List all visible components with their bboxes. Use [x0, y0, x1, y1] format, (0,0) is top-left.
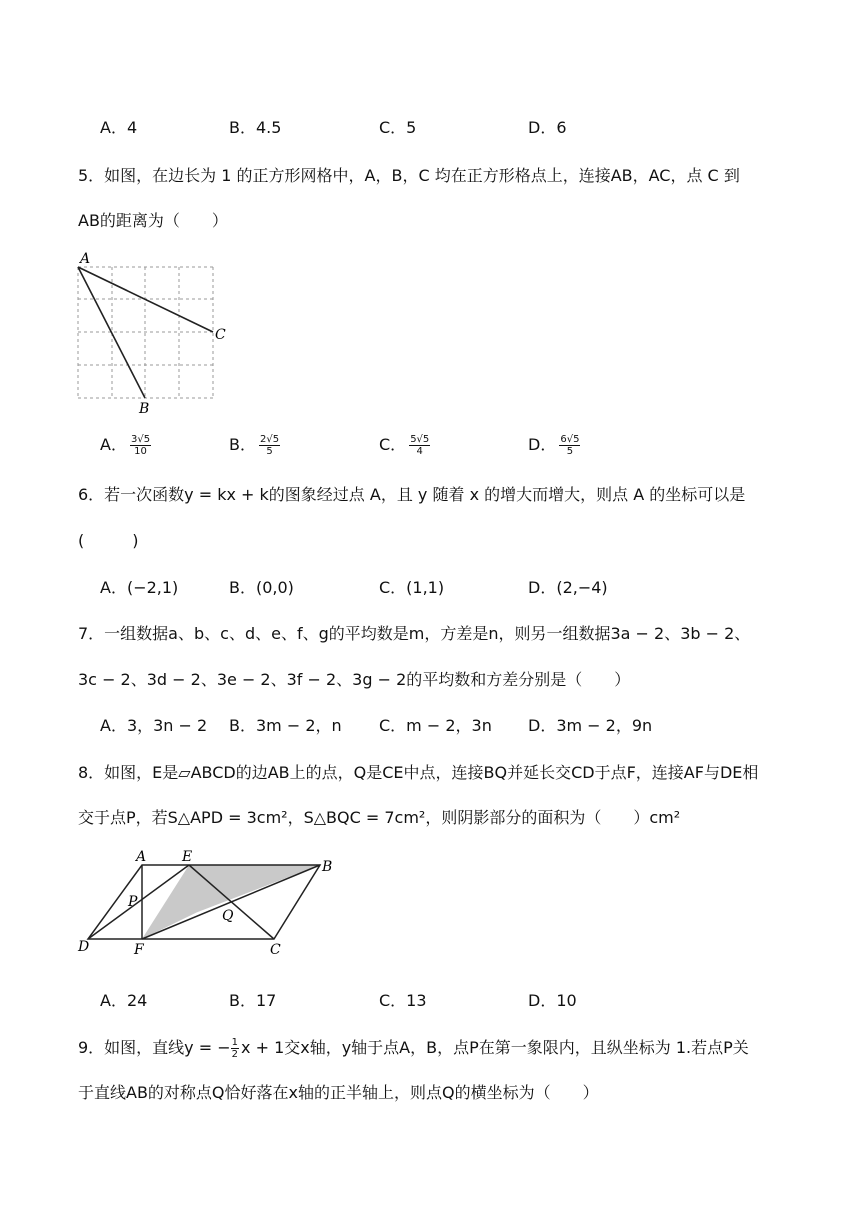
- q6-option-b[interactable]: B．(0,0): [229, 578, 294, 597]
- q8-label-q: Q: [222, 908, 234, 924]
- q4-option-a[interactable]: A．4: [100, 118, 138, 137]
- q7-option-d[interactable]: D．3m − 2，9n: [528, 716, 653, 735]
- q8-parallelogram-figure: [72, 842, 347, 967]
- q8-label-p: P: [128, 894, 138, 910]
- q8-label-f: F: [134, 942, 144, 958]
- q8-option-c[interactable]: C．13: [379, 991, 427, 1010]
- q8-option-b[interactable]: B．17: [229, 991, 277, 1010]
- q8-label-e: E: [182, 849, 193, 865]
- q9-stem-line1: 9．如图，直线y = − $\frac{1}{2}$ x + 1交x轴，y轴于点A，B，点P在第一象限内，且纵坐标为 1.若点P关: [78, 1037, 749, 1060]
- q7-option-c[interactable]: C．m − 2，3n: [379, 716, 492, 735]
- q6-option-c[interactable]: C．(1,1): [379, 578, 445, 597]
- q6-stem-line2: ( ): [78, 531, 139, 550]
- q5-stem-line2: AB的距离为（ ）: [78, 211, 228, 230]
- q8-label-c: C: [270, 942, 281, 958]
- q8-label-d: D: [78, 939, 90, 955]
- q7-option-a[interactable]: A．3，3n − 2: [100, 716, 208, 735]
- q5-option-a[interactable]: A． $\frac{3√5}{10}$: [100, 434, 151, 457]
- q5-option-c[interactable]: C． $\frac{5√5}{4}$: [379, 434, 430, 457]
- q4-option-b[interactable]: B．4.5: [229, 118, 282, 137]
- q5-label-b: B: [139, 401, 150, 417]
- q6-option-a[interactable]: A．(−2,1): [100, 578, 179, 597]
- q5-grid-figure: [70, 248, 240, 418]
- q7-stem-line1: 7．一组数据a、b、c、d、e、f、g的平均数是m，方差是n，则另一组数据3a − 2、3b − 2、: [78, 624, 751, 643]
- q8-option-d[interactable]: D．10: [528, 991, 577, 1010]
- q8-label-a: A: [136, 849, 147, 865]
- q5-stem-line1: 5．如图，在边长为 1 的正方形网格中，A，B，C 均在正方形格点上，连接AB，AC，点 C 到: [78, 166, 740, 185]
- q5-option-d[interactable]: D． $\frac{6√5}{5}$: [528, 434, 580, 457]
- q6-option-d[interactable]: D．(2,−4): [528, 578, 608, 597]
- q4-option-d[interactable]: D．6: [528, 118, 567, 137]
- q5-label-a: A: [80, 251, 91, 267]
- q9-stem-line2: 于直线AB的对称点Q恰好落在x轴的正半轴上，则点Q的横坐标为（ ）: [78, 1083, 599, 1102]
- q7-option-b[interactable]: B．3m − 2，n: [229, 716, 342, 735]
- q5-option-b[interactable]: B． $\frac{2√5}{5}$: [229, 434, 280, 457]
- q5-label-c: C: [215, 327, 226, 343]
- q4-option-c[interactable]: C．5: [379, 118, 417, 137]
- q6-stem-line1: 6．若一次函数y = kx + k的图象经过点 A，且 y 随着 x 的增大而增大，则点 A 的坐标可以是: [78, 485, 746, 504]
- q8-option-a[interactable]: A．24: [100, 991, 148, 1010]
- q8-stem-line1: 8．如图，E是▱ABCD的边AB上的点，Q是CE中点，连接BQ并延长交CD于点F，连接AF与DE相: [78, 763, 759, 782]
- q8-stem-line2: 交于点P，若S△APD = 3cm²，S△BQC = 7cm²，则阴影部分的面积为（ ）cm²: [78, 808, 681, 827]
- q5-grid-lines: [78, 267, 213, 398]
- q7-stem-line2: 3c − 2、3d − 2、3e − 2、3f − 2、3g − 2的平均数和方差分别是（ ）: [78, 670, 631, 689]
- q8-label-b: B: [322, 859, 333, 875]
